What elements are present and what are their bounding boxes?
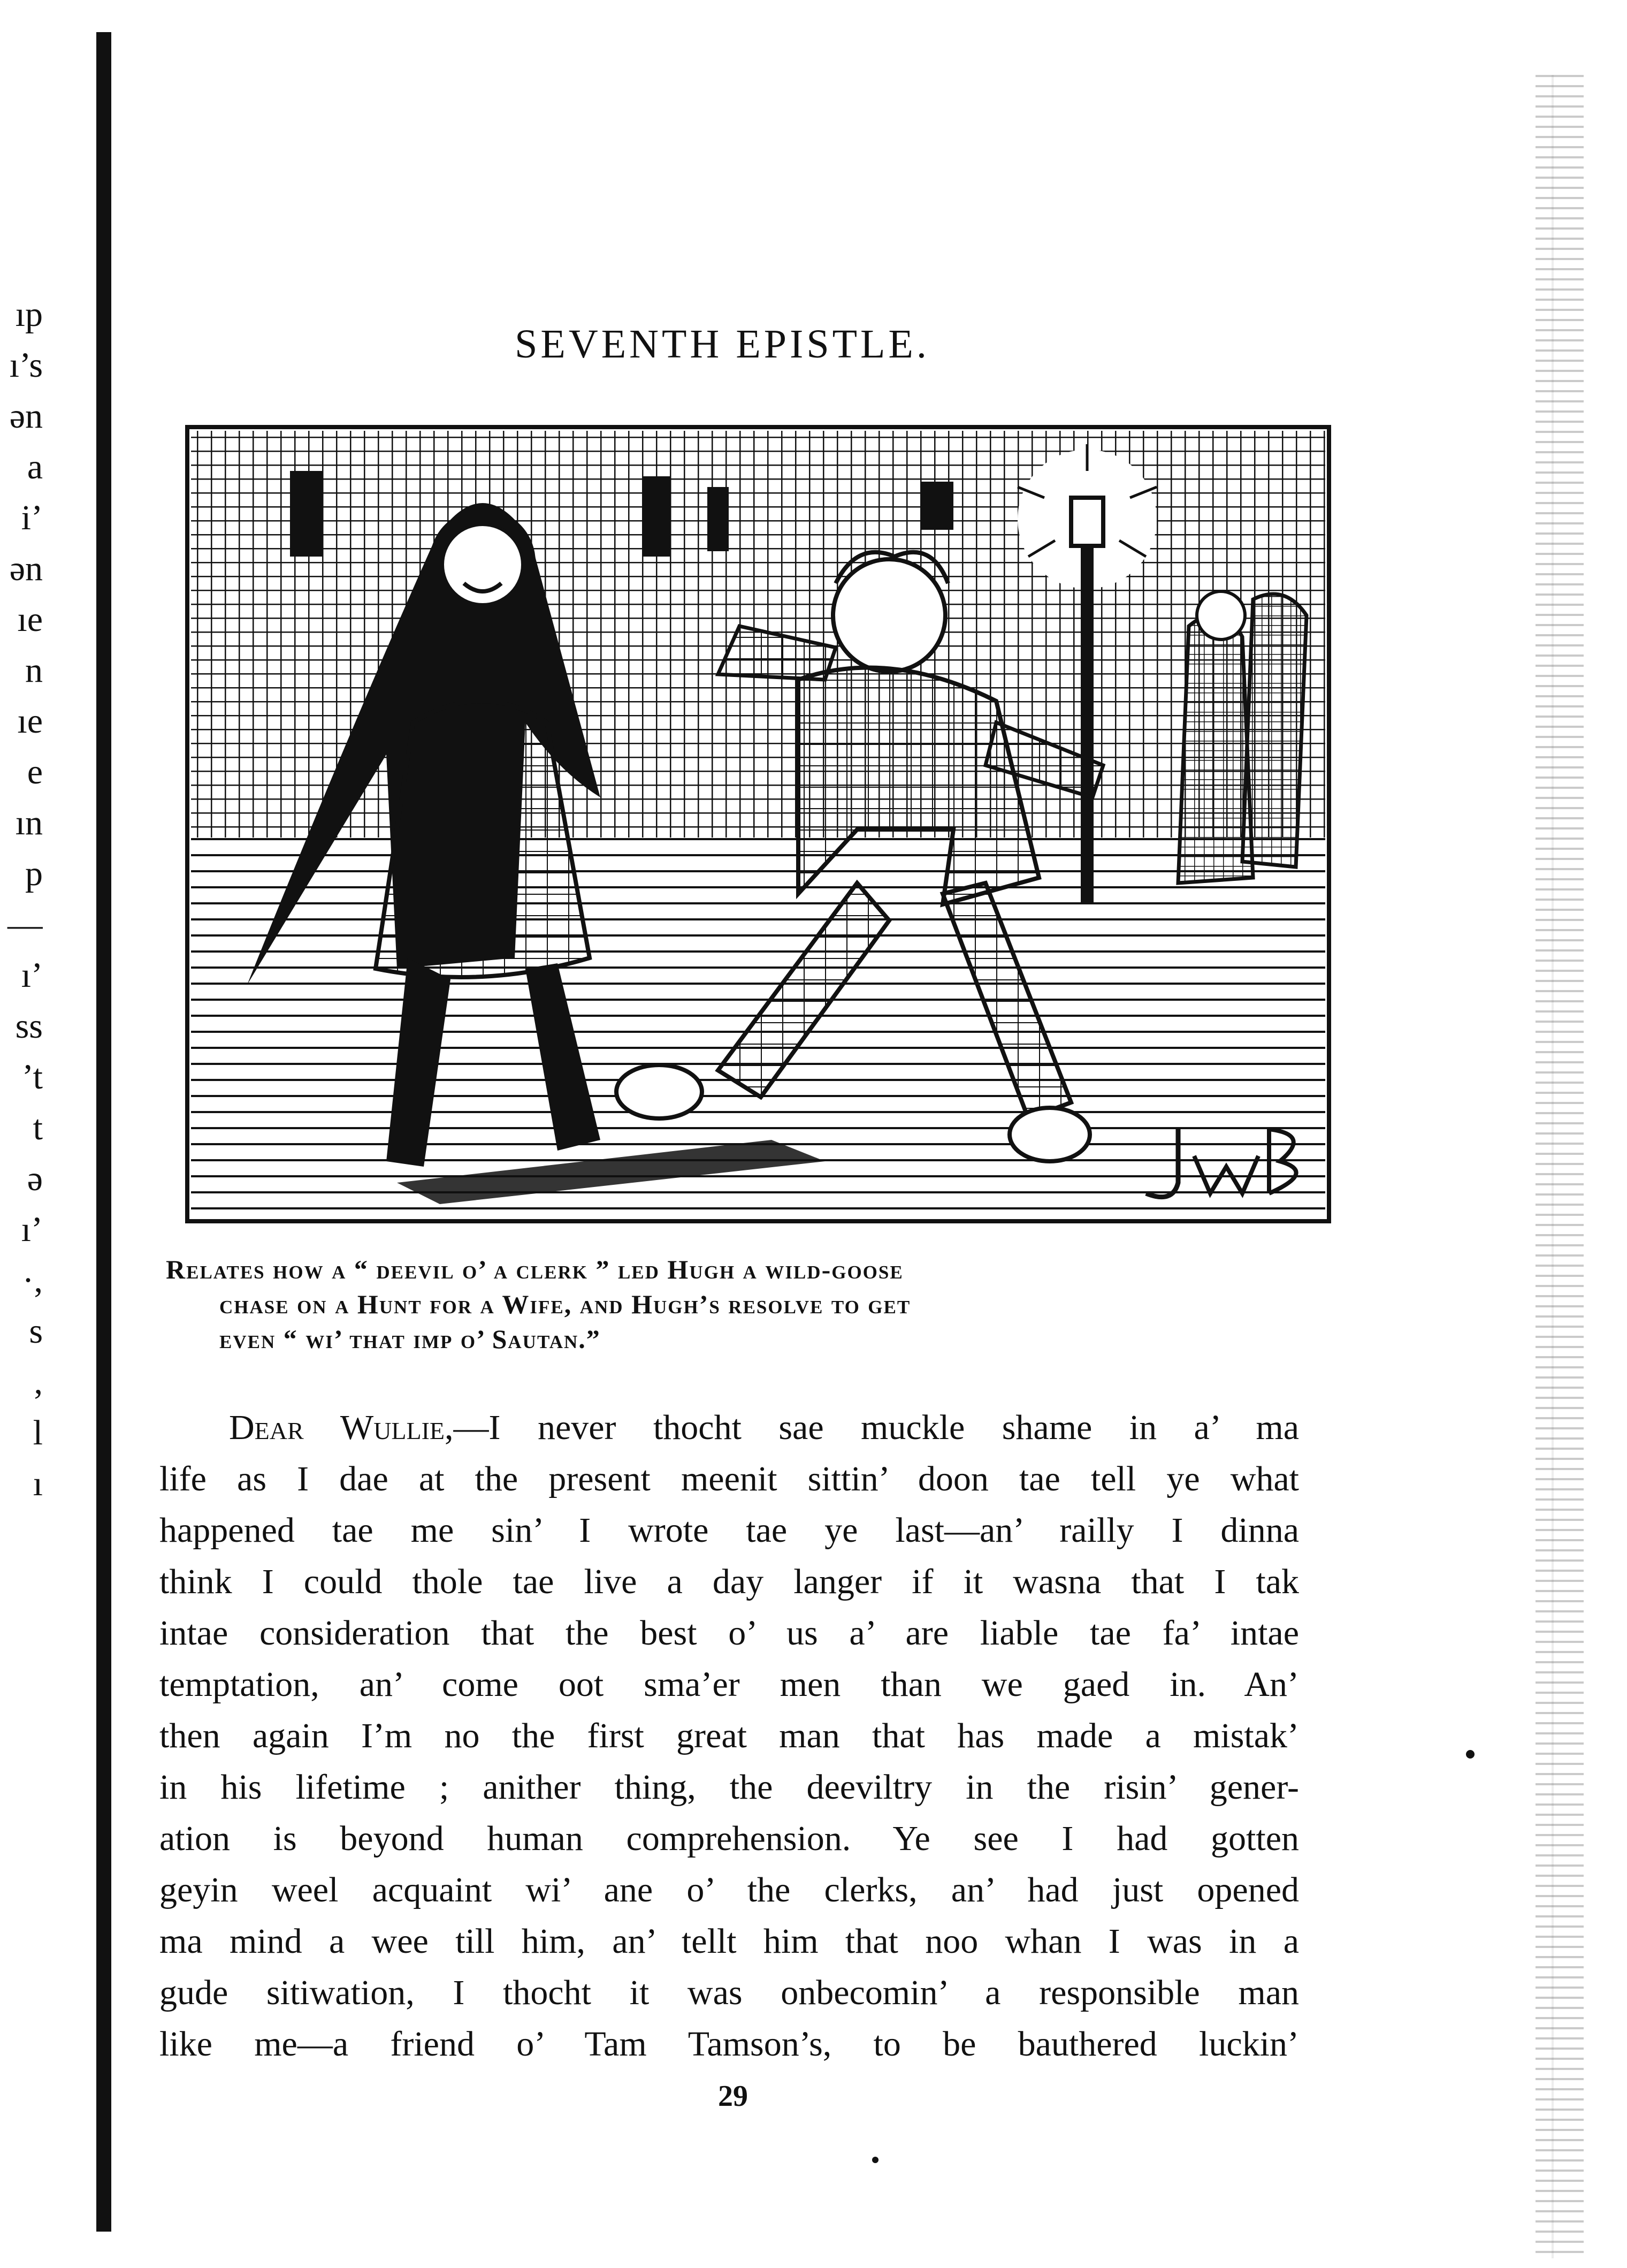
margin-fragment: ı — [33, 1464, 43, 1503]
page-number: 29 — [718, 2080, 748, 2113]
margin-fragment: s — [29, 1312, 43, 1351]
margin-fragment: ı’ — [21, 1210, 43, 1249]
caption-line: chase on a Hunt for a Wife, and Hugh’s resolve to get — [219, 1289, 911, 1319]
margin-fragment: i’ — [21, 498, 43, 537]
letter-line: —I never thocht sae muckle shame in a’ ma — [453, 1408, 1299, 1447]
margin-fragment: ə — [27, 1159, 43, 1198]
margin-fragment: ın — [15, 803, 43, 842]
letter-body — [159, 1402, 1299, 2070]
margin-fragment: , — [34, 1363, 43, 1402]
letter-line: think I could thole tae live a day langer if it wasna that I tak — [159, 1562, 1299, 1601]
margin-fragment: p — [25, 854, 43, 893]
margin-fragment: ı’s — [9, 346, 43, 385]
print-speck — [1466, 1750, 1475, 1759]
margin-fragment: n — [25, 651, 43, 690]
letter-line: then again I’m no the first great man that has made a mistak’ — [159, 1716, 1299, 1755]
letter-line: ma mind a wee till him, an’ tellt him that noo whan I was in a — [159, 1922, 1299, 1961]
margin-fragment: l — [33, 1413, 43, 1452]
letter-line: temptation, an’ come oot sma’er men than we gaed in. An’ — [159, 1665, 1299, 1704]
margin-fragment: a — [27, 447, 43, 486]
letter-line: life as I dae at the present meenit sittin’ doon tae tell ye what — [159, 1459, 1299, 1498]
letter-line: in his lifetime ; anither thing, the deeviltry in the risin’ gener- — [159, 1768, 1299, 1807]
caption-line: even “ wi’ that imp o’ Sautan.” — [219, 1324, 601, 1354]
letter-line: intae consideration that the best o’ us a’ are liable tae fa’ intae — [159, 1614, 1299, 1653]
margin-fragment: e — [27, 752, 43, 791]
letter-line: like me—a friend o’ Tam Tamson’s, to be bauthered luckin’ — [159, 2025, 1299, 2064]
letter-line: ation is beyond human comprehension. Ye see I had gotten — [159, 1819, 1299, 1858]
left-page-margin-fragments — [0, 289, 43, 1509]
margin-fragment: ıe — [17, 600, 43, 639]
binding-shadow — [96, 32, 111, 2232]
facing-page-edge — [1536, 75, 1584, 2258]
letter-first-line — [159, 1402, 1299, 1453]
margin-fragment: ən — [9, 397, 43, 436]
caption-line: Relates how a “ deevil o’ a clerk ” led Hugh a wild-goose — [166, 1254, 904, 1284]
salutation: Dear Wullie, — [229, 1408, 454, 1447]
letter-line: gude sitiwation, I thocht it was onbecomin’ a responsible man — [159, 1973, 1299, 2012]
margin-fragment: — — [7, 905, 43, 944]
letter-line: geyin weel acquaint wi’ ane o’ the clerks, an’ had just opened — [159, 1870, 1299, 1909]
margin-fragment: ss — [15, 1007, 43, 1046]
letter-line: happened tae me sin’ I wrote tae ye last—an’ railly I dinna — [159, 1511, 1299, 1550]
margin-fragment: ən — [9, 549, 43, 588]
margin-fragment: t — [33, 1108, 43, 1147]
margin-fragment: ’t — [21, 1057, 43, 1097]
margin-fragment: ıe — [17, 702, 43, 741]
page-title: SEVENTH EPISTLE. — [515, 322, 930, 367]
margin-fragment: ·, — [22, 1261, 43, 1300]
margin-fragment: ıp — [15, 295, 43, 334]
margin-fragment: ı’ — [21, 956, 43, 995]
illustration-caption — [166, 1252, 1300, 1357]
street-scene-illustration — [183, 423, 1333, 1226]
print-speck — [872, 2157, 879, 2163]
